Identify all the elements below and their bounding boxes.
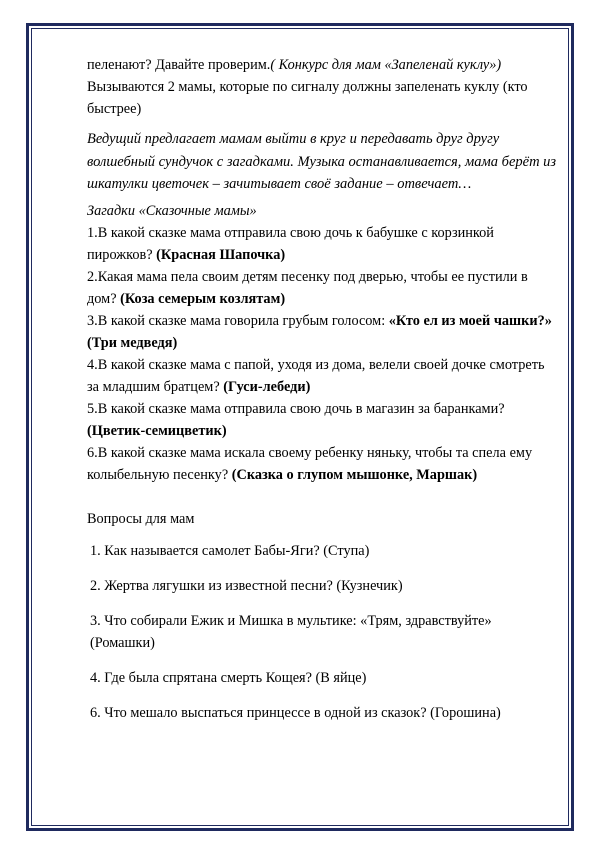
question-item: 3. Что собирали Ежик и Мишка в мультике: «Трям, здравствуйте» (Ромашки) (90, 612, 492, 651)
riddle-question: 2.Какая мама пела своим детям песенку под дверью, чтобы ее пустили в дом? (87, 268, 528, 307)
intro-text-2: Вызываются 2 мамы, которые по сигналу должны запеленать куклу (кто быстрее) (87, 79, 528, 117)
riddle-question: 5.В какой сказке мама отправила свою дочь в магазин за баранками? (87, 400, 505, 417)
riddle-item (87, 398, 557, 442)
riddle-answer: (Коза семерым козлятам) (120, 290, 286, 307)
intro-text-1: пеленают? Давайте проверим. (87, 57, 271, 73)
intro-paragraph (87, 54, 557, 120)
riddle-question: 3.В какой сказке мама говорила грубым голосом: (87, 312, 389, 329)
contest-title: ( Конкурс для мам «Запеленай куклу») (270, 57, 502, 73)
riddle-answer: (Сказка о глупом мышонке, Маршак) (231, 466, 478, 483)
riddle-question: 1.В какой сказке мама отправила свою дочь к бабушке с корзинкой пирожков? (87, 224, 494, 263)
riddle-answer: (Красная Шапочка) (156, 246, 286, 263)
riddles-title: Загадки «Сказочные мамы» (87, 202, 257, 219)
riddle-item (87, 354, 557, 398)
riddle-item (87, 266, 557, 310)
questions-heading: Вопросы для мам (87, 510, 195, 527)
document-body (87, 54, 557, 737)
question-item: 1. Как называется самолет Бабы-Яги? (Ступа) (90, 542, 370, 559)
question-item: 4. Где была спрятана смерть Кощея? (В яйце) (90, 669, 367, 686)
riddle-question: 6.В какой сказке мама искала своему ребенку няньку, чтобы та спела ему колыбельную песенку? (87, 444, 533, 483)
riddle-item (87, 222, 557, 266)
riddle-answer: (Гуси-лебеди) (223, 378, 311, 395)
question-item: 2. Жертва лягушки из известной песни? (Кузнечик) (90, 577, 403, 594)
riddle-answer: «Кто ел из моей чашки?» (Три медведя) (87, 312, 552, 351)
riddle-item (87, 310, 557, 354)
host-instructions: Ведущий предлагает мамам выйти в круг и передавать друг другу волшебный сундучок с загадками. Музыка останавливается, мама берёт из шкатулки цветочек – зачитывает своё задание – отвечает… (87, 131, 557, 192)
riddle-question: 4.В какой сказке мама с папой, уходя из дома, велели своей дочке смотреть за младшим братцем? (87, 356, 545, 395)
question-item: 6. Что мешало выспаться принцессе в одной из сказок? (Горошина) (90, 704, 501, 721)
riddle-item (87, 442, 557, 486)
riddle-answer: (Цветик-семицветик) (87, 422, 227, 439)
